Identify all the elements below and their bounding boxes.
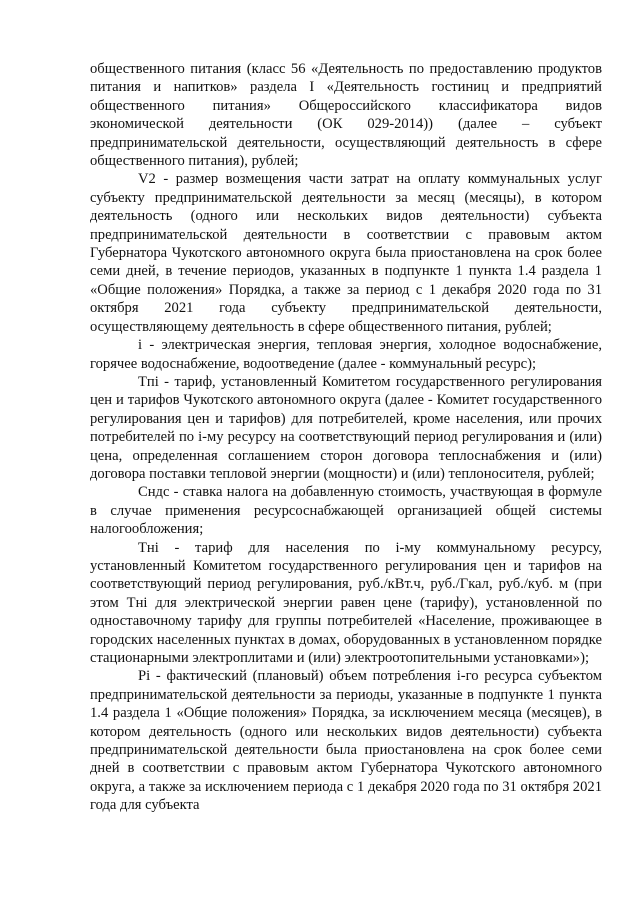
document-page [90,60,602,815]
paragraph-tni-definition: Tнi - тариф для населения по i-му коммунальному ресурсу, установленный Комитетом государственного регулирования цен и тарифов на соответствующий период регулирования, руб./кВт.ч, руб./Гкал, руб./куб. м (при этом Tнi для электрической энергии равен цене (тарифу), установленной по одноставочному тарифу для группы потребителей «Население, проживающее в городских населенных пунктах в домах, оборудованных в установленном порядке стационарными электроплитами и (или) электроотопительными установками»); [90,539,602,666]
paragraph-okved-class: общественного питания (класс 56 «Деятельность по предоставлению продуктов питания и напитков» раздела I «Деятельность гостиниц и предприятий общественного питания» Общероссийского классификатора видов экономической деятельности (ОК 029-2014)) (далее – субъект предпринимательской деятельности, осуществляющий деятельность в сфере общественного питания), рублей; [90,61,602,170]
paragraph-v2-definition: V2 - размер возмещения части затрат на оплату коммунальных услуг субъекту предпринимательской деятельности за месяц (месяцы), в котором деятельность (одного или нескольких видов деятельности) субъекта предпринимательской деятельности в соответствии с правовым актом Губернатора Чукотского автономного округа была приостановлена на срок более семи дней, в течение периодов, указанных в подпункте 1 пункта 1.4 раздела 1 «Общие положения» Порядка, а также за период с 1 декабря 2020 года по 31 октября 2021 года субъекту предпринимательской деятельности, осуществляющему деятельность в сфере общественного питания, рублей; [90,171,602,335]
paragraph-cnds-definition: Cндс - ставка налога на добавленную стоимость, участвующая в формуле в случае применения ресурсоснабжающей организацией общей системы налогообложения; [90,484,602,538]
paragraph-pi-definition: Pi - фактический (плановый) объем потребления i-го ресурса субъектом предпринимательской деятельности за периоды, указанные в подпункте 1 пункта 1.4 раздела 1 «Общие положения» Порядка, за исключением месяца (месяцев), в котором деятельность (одного или нескольких видов деятельности) субъекта предпринимательской деятельности была приостановлена на срок более семи дней в соответствии с правовым актом Губернатора Чукотского автономного округа, а также за исключением периода с 1 декабря 2020 года по 31 октября 2021 года для субъекта [90,668,602,814]
paragraph-i-definition: i - электрическая энергия, тепловая энергия, холодное водоснабжение, горячее водоснабжение, водоотведение (далее - коммунальный ресурс); [90,337,602,372]
paragraph-tpi-definition: Tпi - тариф, установленный Комитетом государственного регулирования цен и тарифов Чукотского автономного округа (далее - Комитет государственного регулирования цен и тарифов) для потребителей, кроме населения, или прочих потребителей по i-му ресурсу на соответствующий период регулирования и (или) цена, определенная соглашением сторон договора теплоснабжения и (или) договора поставки тепловой энергии (мощности) и (или) теплоносителя, рублей; [90,373,602,482]
